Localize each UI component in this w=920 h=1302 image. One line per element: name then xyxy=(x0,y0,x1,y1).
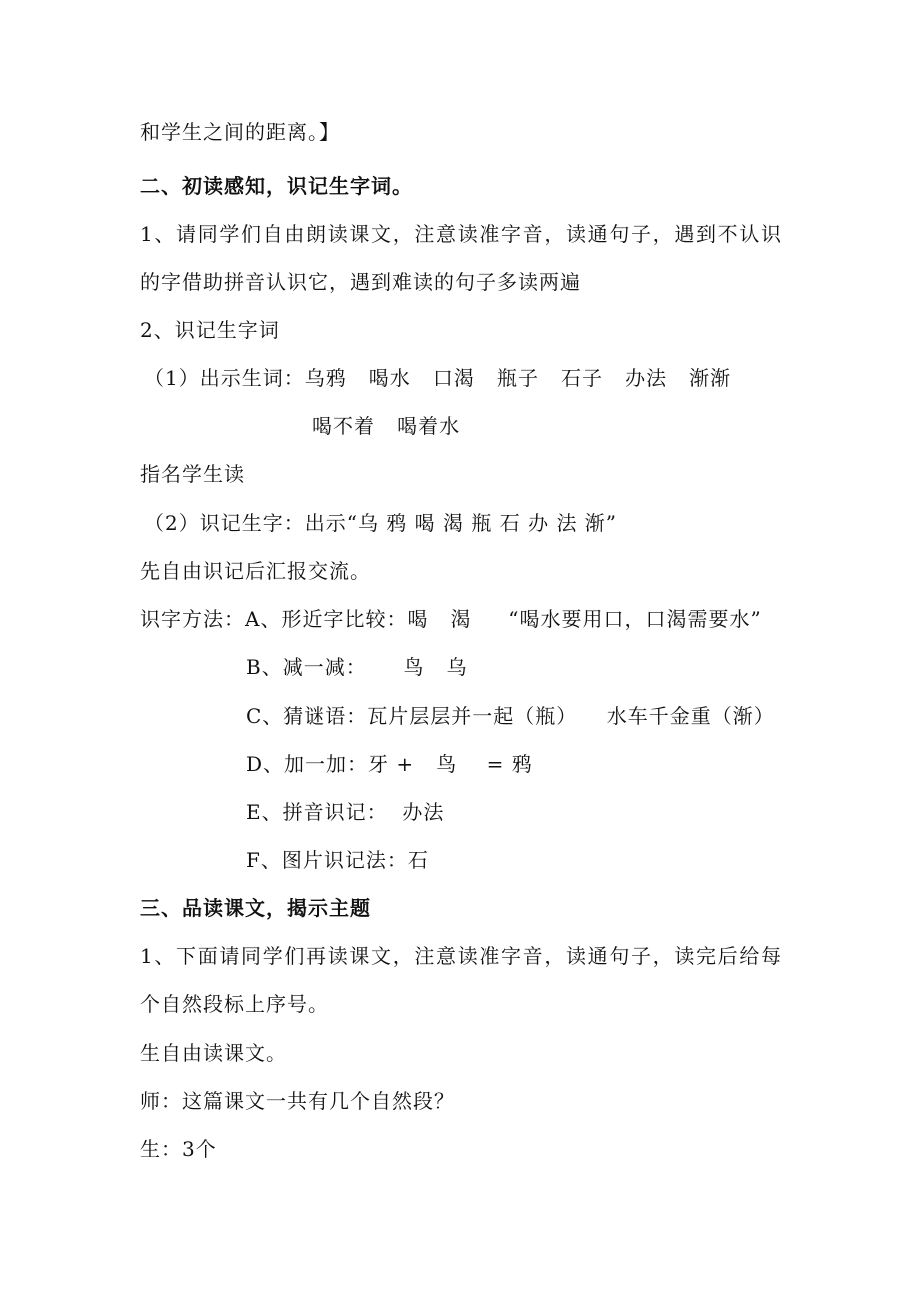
paragraph-line: 2、识记生字词 xyxy=(140,318,280,342)
vocab-list-line: （1）出示生词：乌鸦 喝水 口渴 瓶子 石子 办法 渐渐 xyxy=(144,366,732,390)
paragraph-line: 1、下面请同学们再读课文，注意读准字音，读通句子，读完后给每 xyxy=(140,944,782,968)
paragraph-line: 和学生之间的距离。】 xyxy=(140,120,340,144)
method-line: E、拼音识记： 办法 xyxy=(246,800,445,824)
section-heading: 三、品读课文，揭示主题 xyxy=(140,896,371,920)
paragraph-line: 生自由读课文。 xyxy=(140,1041,287,1065)
method-line: D、加一加：牙 + 鸟 = 鸦 xyxy=(246,752,533,776)
vocab-list-line: 喝不着 喝着水 xyxy=(312,414,461,438)
paragraph-line: 1、请同学们自由朗读课文，注意读准字音，读通句子，遇到不认识 xyxy=(140,222,782,246)
paragraph-line: 师：这篇课文一共有几个自然段？ xyxy=(140,1089,455,1113)
section-heading: 二、初读感知，识记生字词。 xyxy=(140,174,413,198)
paragraph-line: 指名学生读 xyxy=(140,462,245,486)
method-line: F、图片识记法：石 xyxy=(246,848,429,872)
paragraph-line: （2）识记生字：出示“乌 鸦 喝 渴 瓶 石 办 法 渐” xyxy=(144,511,618,535)
paragraph-line: 个自然段标上序号。 xyxy=(140,992,329,1016)
method-line: 识字方法：A、形近字比较：喝 渴 “喝水要用口，口渴需要水” xyxy=(140,607,762,631)
paragraph-line: 的字借助拼音认识它，遇到难读的句子多读两遍 xyxy=(140,270,581,294)
paragraph-line: 先自由识记后汇报交流。 xyxy=(140,559,371,583)
paragraph-line: 生：3个 xyxy=(140,1137,217,1161)
method-line: B、减一减： 鸟 乌 xyxy=(246,655,468,679)
method-line: C、猜谜语：瓦片层层并一起（瓶） 水车千金重（渐） xyxy=(246,704,775,728)
